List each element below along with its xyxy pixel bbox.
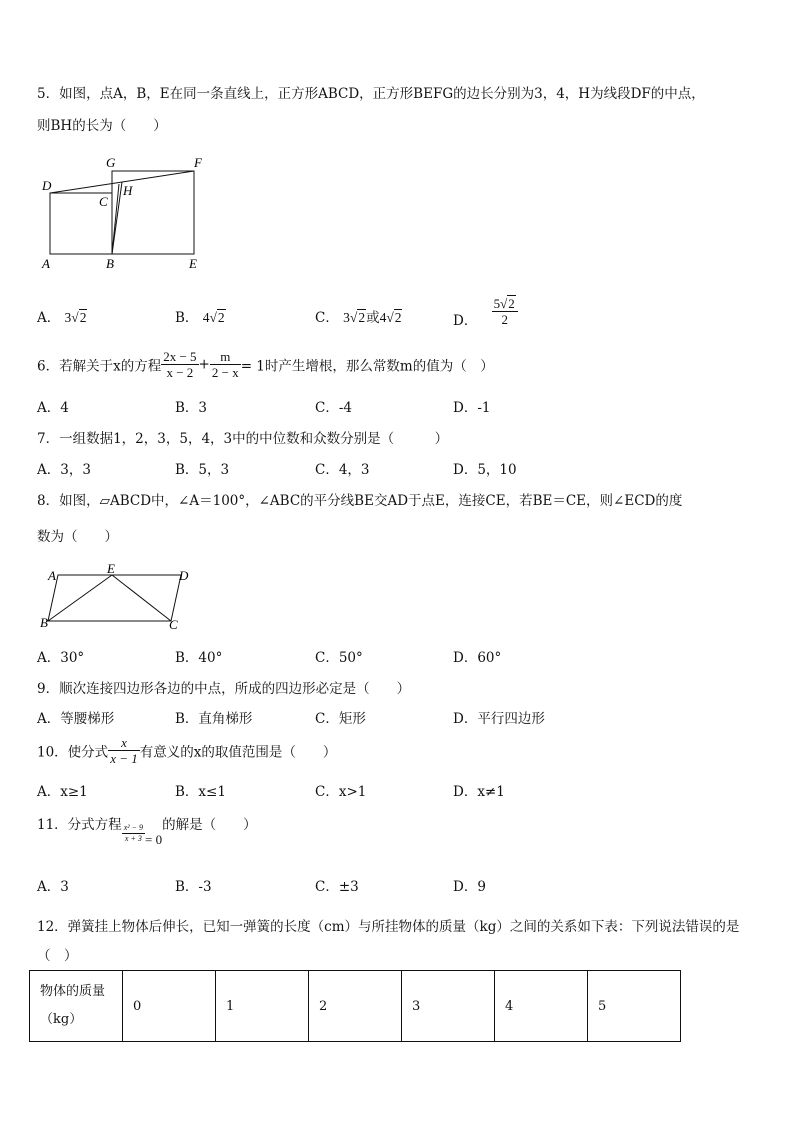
q7-option-a: A．3，3 [37, 462, 91, 478]
table-cell: 1 [216, 971, 309, 1042]
header-line2: （kg） [40, 1012, 83, 1027]
q5-label-F: F [194, 155, 202, 170]
q9-option-a: A．等腰梯形 [37, 711, 115, 727]
q11-option-a: A．3 [37, 879, 69, 895]
q9-option-c: C．矩形 [315, 711, 366, 727]
q10-option-b: B．x≤1 [175, 784, 226, 800]
q8-label-B: B [40, 615, 48, 630]
q5-line1: 5．如图，点A，B，E在同一条直线上，正方形ABCD，正方形BEFG的边长分别为3，4，H为线段DF的中点， [37, 86, 705, 102]
table-cell: 5 [588, 971, 681, 1042]
q9-question: 9．顺次连接四边形各边的中点，所成的四边形必定是（ ） [37, 681, 411, 697]
q12-table [29, 970, 681, 1042]
q8-line2: 数为（ ） [37, 529, 118, 545]
table-cell: 2 [309, 971, 402, 1042]
q8-label-A: A [48, 568, 56, 583]
q5-label-H: H [123, 183, 133, 198]
q10-option-a: A．x≥1 [37, 784, 88, 800]
q8-label-C: C [169, 617, 178, 632]
q11-option-c: C．±3 [315, 879, 359, 895]
table-cell: 3 [402, 971, 495, 1042]
table-row [30, 971, 681, 1042]
q10-question: 10．使分式 $\frac{x}{x - 1}$ 有意义的x的取值范围是（ ） [37, 735, 337, 766]
q8-figure [38, 562, 208, 634]
q5-line2: 则BH的长为（ ） [37, 118, 167, 134]
q12-line1: 12．弹簧挂上物体后伸长，已知一弹簧的长度（cm）与所挂物体的质量（kg）之间的关系如下表：下列说法错误的是 [37, 919, 740, 935]
q8-label-D: D [179, 568, 189, 583]
q11-option-b: B．-3 [175, 879, 212, 895]
q6-question: 6．若解关于x的方程 $\frac{2x - 5}{x - 2}$ + $\frac{m}{2 - x}$ = 1时产生增根，那么常数m的值为（ ） [37, 349, 494, 380]
q7-option-d: D．5，10 [453, 462, 517, 478]
header-line1: 物体的质量 [40, 984, 106, 999]
q8-line1: 8．如图，▱ABCD中，∠A＝100°，∠ABC的平分线BE交AD于点E，连接CE，若BE＝CE，则∠ECD的度 [37, 493, 683, 509]
q6-option-d: D．-1 [453, 400, 491, 416]
q8-label-E: E [107, 562, 115, 576]
q7-question: 7．一组数据1，2，3，5，4，3中的中位数和众数分别是（ ） [37, 431, 449, 447]
table-cell: 0 [123, 971, 216, 1042]
q5-label-D: D [42, 178, 52, 193]
q7-option-c: C．4，3 [315, 462, 370, 478]
q8-option-b: B．40° [175, 650, 223, 666]
q8-option-a: A．30° [37, 650, 85, 666]
q5-label-B: B [106, 256, 114, 271]
table-header-cell [30, 971, 123, 1042]
q6-option-a: A．4 [37, 400, 69, 416]
q8-option-d: D．60° [453, 650, 502, 666]
q8-option-c: C．50° [315, 650, 363, 666]
q12-line2: （ ） [37, 948, 78, 964]
q5-option-a: A． 3√2 [37, 310, 87, 326]
q5-option-b: B． 4√2 [175, 310, 225, 326]
q5-label-C: C [99, 194, 108, 209]
table-cell: 4 [495, 971, 588, 1042]
q5-label-A: A [42, 256, 50, 271]
q10-option-d: D．x≠1 [453, 784, 505, 800]
q5-label-G: G [106, 155, 116, 170]
q5-option-c: C． 3√2或4√2 [315, 310, 402, 326]
q5-figure [36, 150, 236, 280]
q6-option-b: B．3 [175, 400, 208, 416]
q11-option-d: D．9 [453, 879, 486, 895]
q7-option-b: B．5，3 [175, 462, 230, 478]
q6-option-c: C．-4 [315, 400, 352, 416]
q5-option-d: D． $\frac{5√2}{2}$ [453, 296, 518, 327]
q10-option-c: C．x>1 [315, 784, 367, 800]
q11-question: 11．分式方程 $\frac{\text{x² − 9}}{x + 3}$ = 0的解是（ ） [37, 817, 257, 847]
q5-label-E: E [189, 256, 197, 271]
q9-option-d: D．平行四边形 [453, 711, 545, 727]
q9-option-b: B．直角梯形 [175, 711, 253, 727]
